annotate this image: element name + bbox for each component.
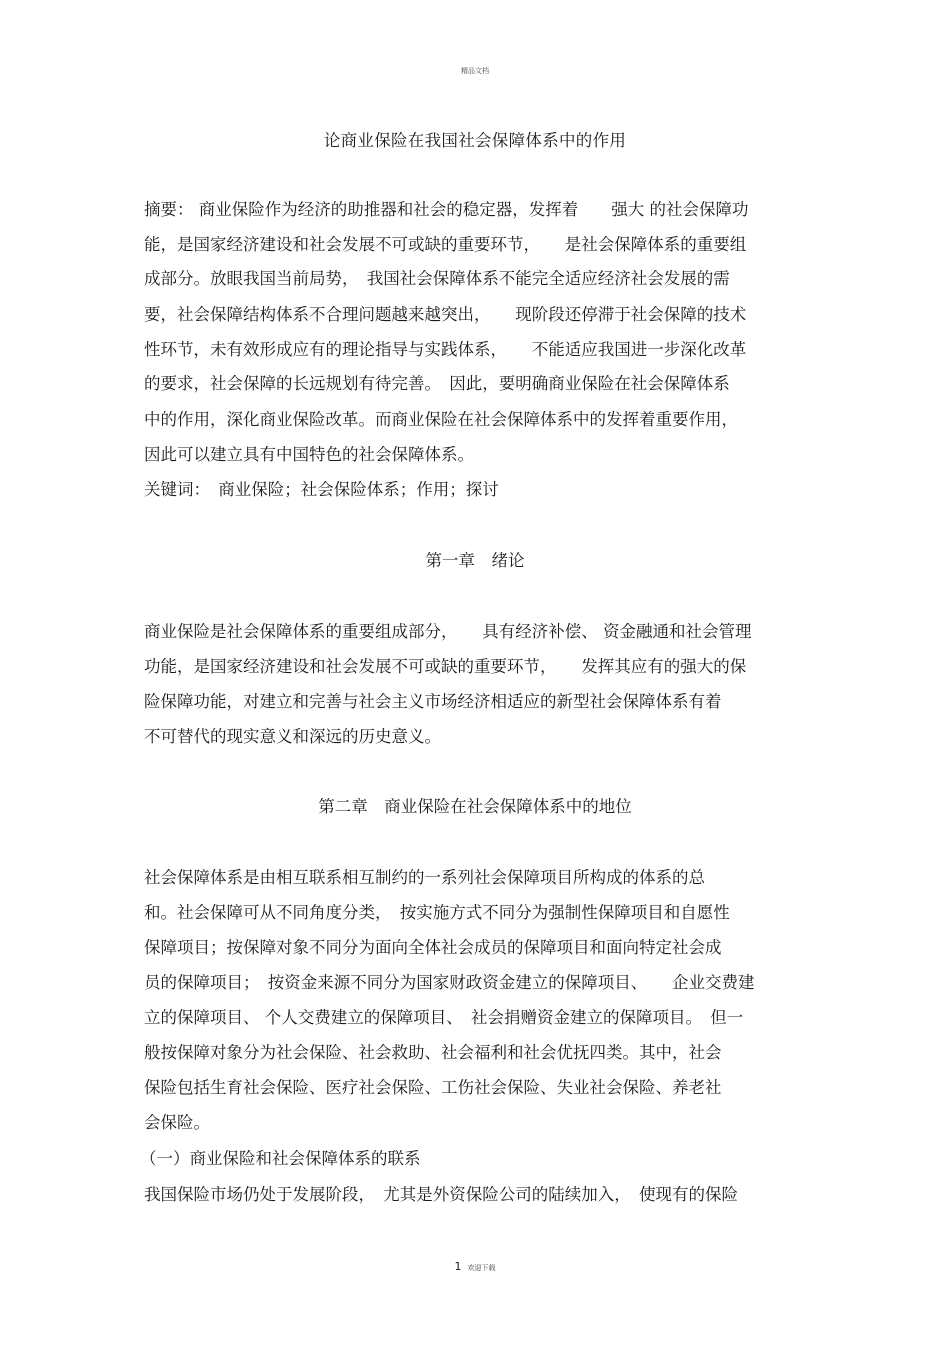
abstract-line: 性环节，未有效形成应有的理论指导与实践体系， 不能适应我国进一步深化改革 bbox=[144, 340, 747, 359]
section-1-line: 我国保险市场仍处于发展阶段， 尤其是外资保险公司的陆续加入， 使现有的保险 bbox=[144, 1185, 738, 1204]
document-title: 论商业保险在我国社会保障体系中的作用 bbox=[323, 131, 627, 150]
chapter-2-line: 立的保障项目、 个人交费建立的保障项目、 社会捐赠资金建立的保障项目。 但一 bbox=[144, 1008, 744, 1027]
chapter-2-line: 般按保障对象分为社会保险、社会救助、社会福利和社会优抚四类。其中，社会 bbox=[144, 1043, 722, 1062]
header-note: 精品文档 bbox=[461, 67, 489, 75]
abstract-line: 要，社会保障结构体系不合理问题越来越突出， 现阶段还停滞于社会保障的技术 bbox=[144, 305, 747, 324]
page-number: 1 bbox=[454, 1260, 462, 1273]
keywords-line: 关键词： 商业保险；社会保险体系；作用；探讨 bbox=[144, 480, 499, 499]
chapter-1-line: 商业保险是社会保障体系的重要组成部分， 具有经济补偿、 资金融通和社会管理 bbox=[144, 622, 752, 641]
abstract-line: 因此可以建立具有中国特色的社会保障体系。 bbox=[144, 445, 474, 464]
chapter-2-line: 保障项目；按保障对象不同分为面向全体社会成员的保障项目和面向特定社会成 bbox=[144, 938, 722, 957]
chapter-1-line: 险保障功能，对建立和完善与社会主义市场经济相适应的新型社会保障体系有着 bbox=[144, 692, 722, 711]
chapter-1-line: 功能，是国家经济建设和社会发展不可或缺的重要环节， 发挥其应有的强大的保 bbox=[144, 657, 747, 676]
chapter-1-heading: 第一章 绪论 bbox=[425, 551, 525, 570]
chapter-2-line: 社会保障体系是由相互联系相互制约的一系列社会保障项目所构成的体系的总 bbox=[144, 868, 705, 887]
chapter-2-line: 保险包括生育社会保险、医疗社会保险、工伤社会保险、失业社会保险、养老社 bbox=[144, 1078, 722, 1097]
abstract-line: 成部分。放眼我国当前局势， 我国社会保障体系不能完全适应经济社会发展的需 bbox=[144, 269, 730, 288]
abstract-line: 摘要： 商业保险作为经济的助推器和社会的稳定器，发挥着 强大 的社会保障功 bbox=[144, 200, 749, 219]
abstract-line: 的要求，社会保障的长远规划有待完善。 因此，要明确商业保险在社会保障体系 bbox=[144, 374, 730, 393]
chapter-2-line: 和。社会保障可从不同角度分类， 按实施方式不同分为强制性保障项目和自愿性 bbox=[144, 903, 730, 922]
chapter-2-line: 会保险。 bbox=[144, 1113, 210, 1132]
chapter-1-line: 不可替代的现实意义和深远的历史意义。 bbox=[144, 727, 441, 746]
abstract-line: 能，是国家经济建设和社会发展不可或缺的重要环节， 是社会保障体系的重要组 bbox=[144, 235, 747, 254]
page-footer bbox=[0, 1260, 950, 1273]
section-1-heading: （一）商业保险和社会保障体系的联系 bbox=[140, 1149, 421, 1168]
abstract-line: 中的作用，深化商业保险改革。而商业保险在社会保障体系中的发挥着重要作用， bbox=[144, 410, 738, 429]
footer-note: 欢迎下载 bbox=[467, 1264, 496, 1272]
chapter-2-line: 员的保障项目； 按资金来源不同分为国家财政资金建立的保障项目、 企业交费建 bbox=[144, 973, 755, 992]
chapter-2-heading: 第二章 商业保险在社会保障体系中的地位 bbox=[318, 797, 632, 816]
